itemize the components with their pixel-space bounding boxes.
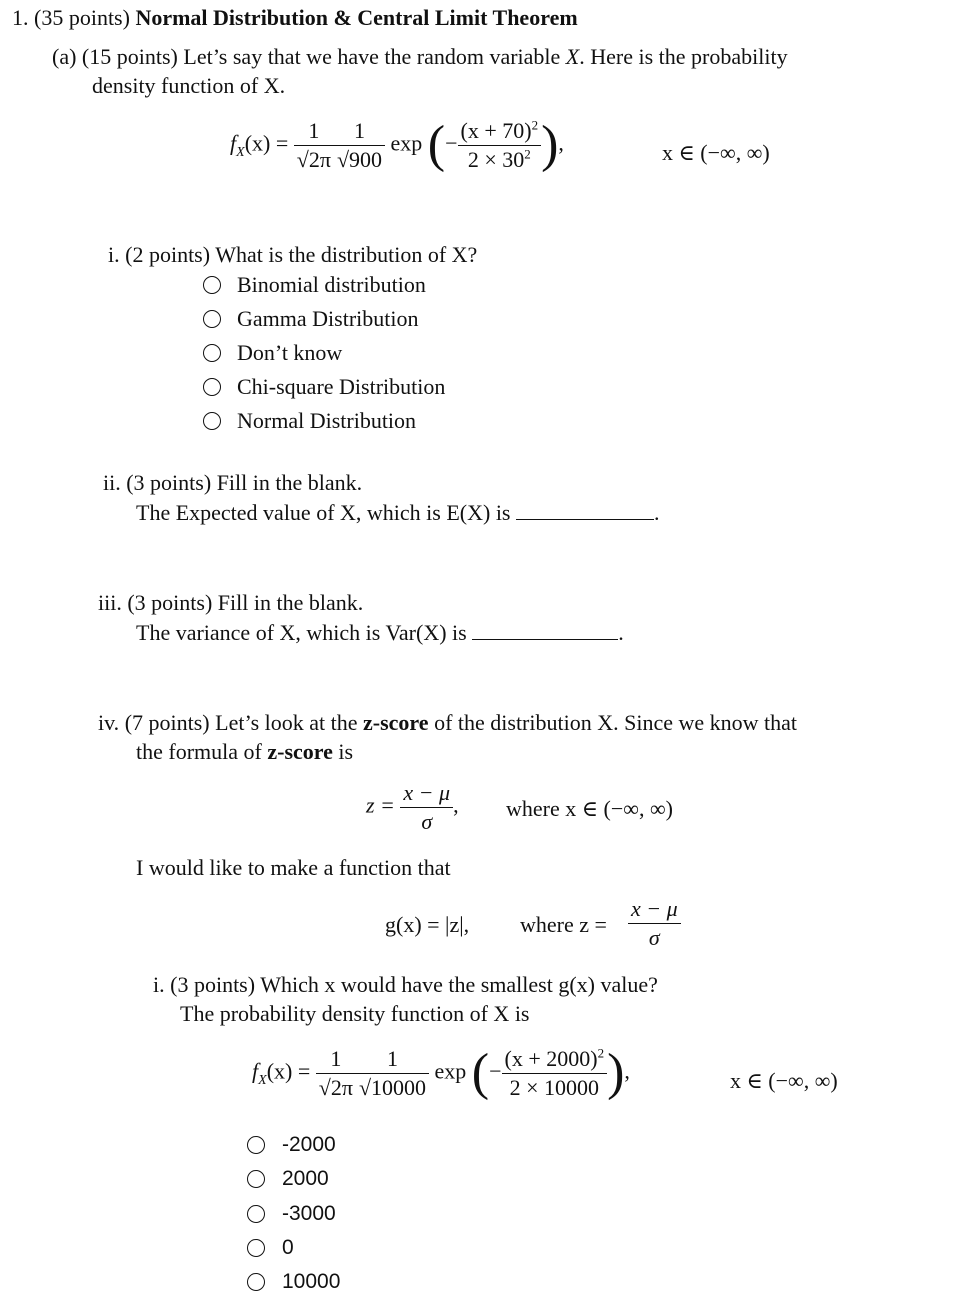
pdf2-domain: x ∈ (−∞, ∞) <box>730 1068 838 1093</box>
pdf1-exp: exp <box>390 130 423 156</box>
option-radio-gamma[interactable] <box>203 310 221 328</box>
part-a-points: (15 points) <box>81 44 178 69</box>
q-ii-prompt: ii. (3 points) Fill in the blank. <box>103 470 363 495</box>
option-radio-neg-2000[interactable] <box>247 1136 265 1154</box>
option-label-normal: Normal Distribution <box>237 408 417 433</box>
pdf1-domain: x ∈ (−∞, ∞) <box>662 140 770 165</box>
pdf1-exp-frac: $\frac{(x + 70)^2}{2 \times 30^2}$ <box>458 120 542 171</box>
z-score-formula: z = $\frac{x - \mu}{\sigma}$ , <box>366 780 459 834</box>
option-label-gamma: Gamma Distribution <box>237 306 419 331</box>
option-label-binomial: Binomial distribution <box>237 272 426 297</box>
q-iv-line3: I would like to make a function that <box>136 855 451 880</box>
g-function-where: where z = <box>520 912 607 937</box>
part-a-text-end: . Here is the probability <box>579 44 788 69</box>
option-label-dont-know: Don’t know <box>237 340 343 365</box>
q-iii-prompt: iii. (3 points) Fill in the blank. <box>98 590 364 615</box>
q-iv-i-prompt: i. (3 points) Which x would have the smallest g(x) value? <box>153 972 658 997</box>
option-label-neg-3000: -3000 <box>282 1202 336 1225</box>
pdf1-rparen: ) <box>541 116 559 174</box>
q-i-prompt: i. (2 points) What is the distribution of X? <box>108 242 478 267</box>
question-title: Normal Distribution & Central Limit Theorem <box>135 5 578 30</box>
pdf1-lparen: ( <box>427 116 446 174</box>
q-iii-line2: The variance of X, which is Var(X) is . <box>136 620 624 645</box>
question-points: (35 points) <box>34 5 130 30</box>
option-radio-dont-know[interactable] <box>203 344 221 362</box>
z-score-where: where x ∈ (−∞, ∞) <box>506 796 673 821</box>
part-a-var: X <box>565 44 580 69</box>
option-radio-0[interactable] <box>247 1239 265 1257</box>
option-radio-normal[interactable] <box>203 412 221 430</box>
part-a-line2: density function of X. <box>92 73 286 98</box>
option-label-0: 0 <box>282 1236 294 1259</box>
pdf1-lhs: f <box>230 130 237 156</box>
part-a-text: Let’s say that we have the random variable <box>183 44 561 69</box>
option-label-chi-square: Chi-square Distribution <box>237 374 446 399</box>
variance-blank[interactable] <box>472 621 618 640</box>
q-iv-line2: the formula of z-score is <box>136 739 354 764</box>
question-number: 1. <box>12 5 29 30</box>
option-label-2000: 2000 <box>282 1167 329 1190</box>
g-function-frac: $\frac{x - \mu}{\sigma}$ <box>628 898 681 949</box>
q-ii-line2: The Expected value of X, which is E(X) is . <box>136 500 660 525</box>
pdf1-lhs-arg: (x) = <box>244 130 289 156</box>
option-radio-chi-square[interactable] <box>203 378 221 396</box>
part-a-label: (a) <box>52 44 77 69</box>
q-iv-line1: iv. (7 points) Let’s look at the z-score of the distribution X. Since we know that <box>98 710 798 735</box>
option-radio-neg-3000[interactable] <box>247 1205 265 1223</box>
expected-value-blank[interactable] <box>516 501 654 520</box>
g-function-lhs: g(x) = |z|, <box>385 912 470 937</box>
option-radio-2000[interactable] <box>247 1170 265 1188</box>
option-label-neg-2000: -2000 <box>282 1133 336 1156</box>
pdf-formula-2: $f_X(x)$ = $\frac{1}{√2\pi}$ $\frac{1}{√10000}$ exp (− $\frac{(x + 2000)^2}{2 \times 10000}$ ), <box>252 1044 630 1102</box>
option-radio-10000[interactable] <box>247 1273 265 1291</box>
question-header <box>12 7 578 29</box>
q-iv-i-line2: The probability density function of X is <box>180 1001 530 1026</box>
part-a-line1 <box>52 46 788 68</box>
pdf1-lhs-sub: X <box>236 144 245 160</box>
pdf-formula-1: $f_X(x)$ = $\frac{1}{√2\pi}$ $\frac{1}{√900}$ exp (− $\frac{(x + 70)^2}{2 \times 30^2}$ ), <box>230 116 564 174</box>
option-label-10000: 10000 <box>282 1270 341 1293</box>
option-radio-binomial[interactable] <box>203 276 221 294</box>
pdf1-frac1: $\frac{1}{√2\pi}$ <box>294 120 334 171</box>
pdf1-frac2: $\frac{1}{√900}$ <box>334 120 385 171</box>
